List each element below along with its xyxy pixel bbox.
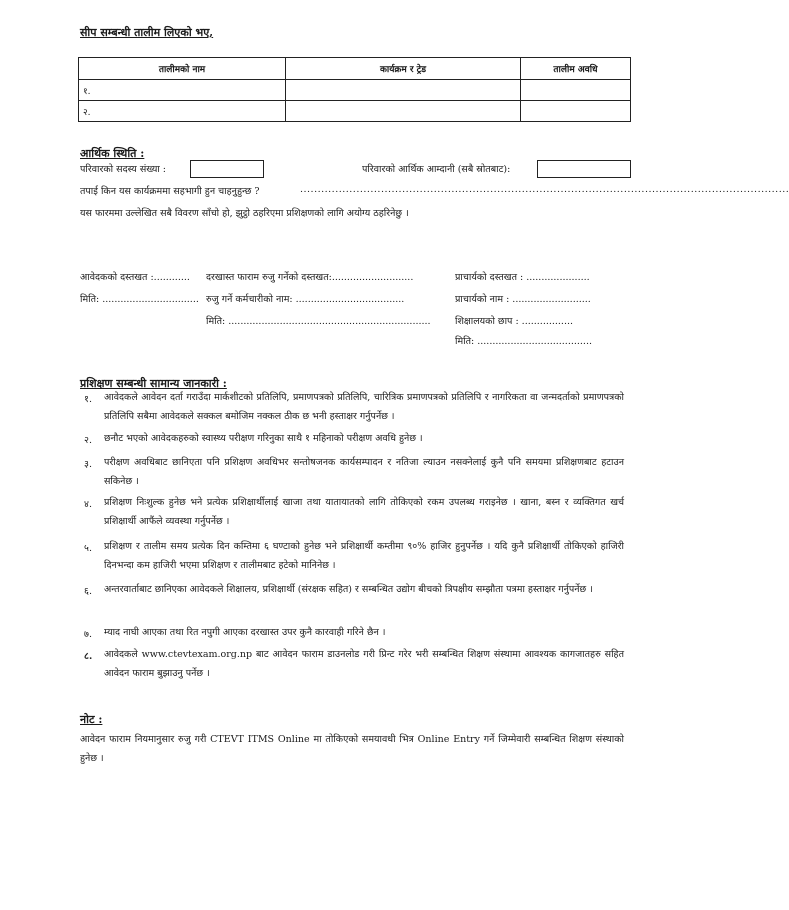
list-number: ८. bbox=[84, 651, 93, 662]
column-header: तालीम अवधि bbox=[521, 58, 631, 80]
receiver-signature: दरखास्त फाराम रुजु गर्नेको दस्तखत:........................... bbox=[206, 272, 414, 283]
list-number: ४. bbox=[84, 499, 92, 510]
training-name-cell[interactable] bbox=[79, 101, 286, 122]
table-row bbox=[79, 101, 631, 122]
date-field: मिति: ...................................... bbox=[455, 336, 592, 347]
program-cell[interactable] bbox=[286, 80, 521, 101]
list-number: ७. bbox=[84, 629, 92, 640]
note-heading: नोट : bbox=[80, 713, 103, 726]
declaration-text: यस फारममा उल्लेखित सबै विवरण साँचो हो, झुट्ठो ठहरिएमा प्रशिक्षणको लागि अयोग्य ठहरिनेछु । bbox=[80, 208, 409, 219]
annual-income-label: परिवारको आर्थिक आम्दानी (सबै स्रोतबाट): bbox=[362, 164, 511, 175]
date-field: मिति: ................................ bbox=[80, 294, 199, 305]
annual-income-field[interactable] bbox=[537, 160, 631, 178]
applicant-signature: आवेदकको दस्तखत :............ bbox=[80, 272, 190, 283]
principal-name: प्राचार्यको नाम : .......................... bbox=[455, 294, 591, 305]
school-stamp: शिक्षालयको छाप : ................. bbox=[455, 316, 574, 327]
why-join-answer-line[interactable]: ........................................................................................................................................... bbox=[300, 184, 789, 195]
training-name-cell[interactable] bbox=[79, 80, 286, 101]
list-number: ३. bbox=[84, 459, 92, 470]
economic-heading: आर्थिक स्थिति : bbox=[80, 147, 145, 160]
column-header: कार्यक्रम र ट्रेड bbox=[286, 58, 521, 80]
why-join-label: तपाई किन यस कार्यक्रममा सहभागी हुन चाहनुहुन्छ ? bbox=[80, 186, 260, 197]
list-item: आवेदकले www.ctevtexam.org.np बाट आवेदन फाराम डाउनलोड गरी प्रिन्ट गरेर भरी सम्बन्धित शिक्षण संस्थामा आवश्यक कागजातहरु सहित आवेदन फाराम बुझाउनु पर्नेछ । bbox=[104, 649, 624, 679]
list-number: ५. bbox=[84, 543, 92, 554]
list-item: प्रशिक्षण निःशुल्क हुनेछ भने प्रत्येक प्रशिक्षार्थीलाई खाजा तथा यातायातको लागि तोकिएको रकम उपलब्ध गराइनेछ । खाना, बस्न र व्यक्तिगत खर्च प्रशिक्षार्थी आफैंले व्यवस्था गर्नुपर्नेछ । bbox=[104, 497, 624, 527]
duration-cell[interactable] bbox=[521, 80, 631, 101]
date-field: मिति: ................................................................... bbox=[206, 316, 431, 327]
note-text: आवेदन फाराम नियमानुसार रुजु गरी CTEVT ITMS Online मा तोकिएको समयावधी भित्र Online Entry गर्ने जिम्मेवारी सम्बन्धित शिक्षण संस्थाको हुनेछ । bbox=[80, 734, 624, 764]
skill-training-heading: सीप सम्बन्धी तालीम लिएको भए, bbox=[80, 26, 214, 39]
general-info-heading: प्रशिक्षण सम्बन्धी सामान्य जानकारी : bbox=[80, 377, 227, 390]
row-number: १. bbox=[83, 86, 91, 97]
training-table bbox=[78, 57, 631, 122]
principal-signature: प्राचार्यको दस्तखत : ..................... bbox=[455, 272, 590, 283]
table-row bbox=[79, 80, 631, 101]
family-members-field[interactable] bbox=[190, 160, 264, 178]
duration-cell[interactable] bbox=[521, 101, 631, 122]
list-item: अन्तरवार्ताबाट छानिएका आवेदकले शिक्षालय, प्रशिक्षार्थी (संरक्षक सहित) र सम्बन्धित उद्योग बीचको त्रिपक्षीय सम्झौता पत्रमा हस्ताक्षर गर्नुपर्नेछ । bbox=[104, 584, 593, 595]
column-header: तालीमको नाम bbox=[79, 58, 286, 80]
list-number: २. bbox=[84, 435, 92, 446]
program-cell[interactable] bbox=[286, 101, 521, 122]
list-item: छनौट भएको आवेदकहरुको स्वास्थ्य परीक्षण गरिनुका साथै १ महिनाको परीक्षण अवधि हुनेछ । bbox=[104, 433, 423, 444]
list-item: म्याद नाघी आएका तथा रित नपुगी आएका दरखास्त उपर कुनै कारवाही गरिने छैन । bbox=[104, 627, 386, 638]
verifier-name: रुजु गर्ने कर्मचारीको नाम: .................................... bbox=[206, 294, 405, 305]
family-members-label: परिवारको सदस्य संख्या : bbox=[80, 164, 167, 175]
row-number: २. bbox=[83, 107, 91, 118]
list-number: ६. bbox=[84, 586, 92, 597]
list-item: आवेदकले आवेदन दर्ता गराउँदा मार्कशीटको प्रतिलिपि, प्रमाणपत्रको प्रतिलिपि, चारित्रिक प्रमाणपत्रको प्रतिलिपि र नागरिकता वा जन्मदर्ताको प्रमाणपत्रको प्रतिलिपि सबैमा आवेदकले सक्कल बमोजिम नक्कल ठीक छ भनी हस्ताक्षर गर्नुपर्नेछ । bbox=[104, 392, 624, 422]
list-item: परीक्षण अवधिबाट छानिएता पनि प्रशिक्षण अवधिभर सन्तोषजनक कार्यसम्पादन र नतिजा ल्याउन नसक्नेलाई कुनै पनि समयमा प्रशिक्षणबाट हटाउन सकिनेछ । bbox=[104, 457, 624, 487]
list-number: १. bbox=[84, 394, 92, 405]
table-header-row bbox=[79, 58, 631, 80]
list-item: प्रशिक्षण र तालीम समय प्रत्येक दिन कम्तिमा ६ घण्टाको हुनेछ भने प्रशिक्षार्थी कम्तीमा ९०% हाजिर हुनुपर्नेछ । यदि कुनै प्रशिक्षार्थी तोकिएको हाजिरी दिनभन्दा कम हाजिरी भएमा प्रशिक्षण र तालीमबाट हटेको मानिनेछ । bbox=[104, 541, 624, 571]
